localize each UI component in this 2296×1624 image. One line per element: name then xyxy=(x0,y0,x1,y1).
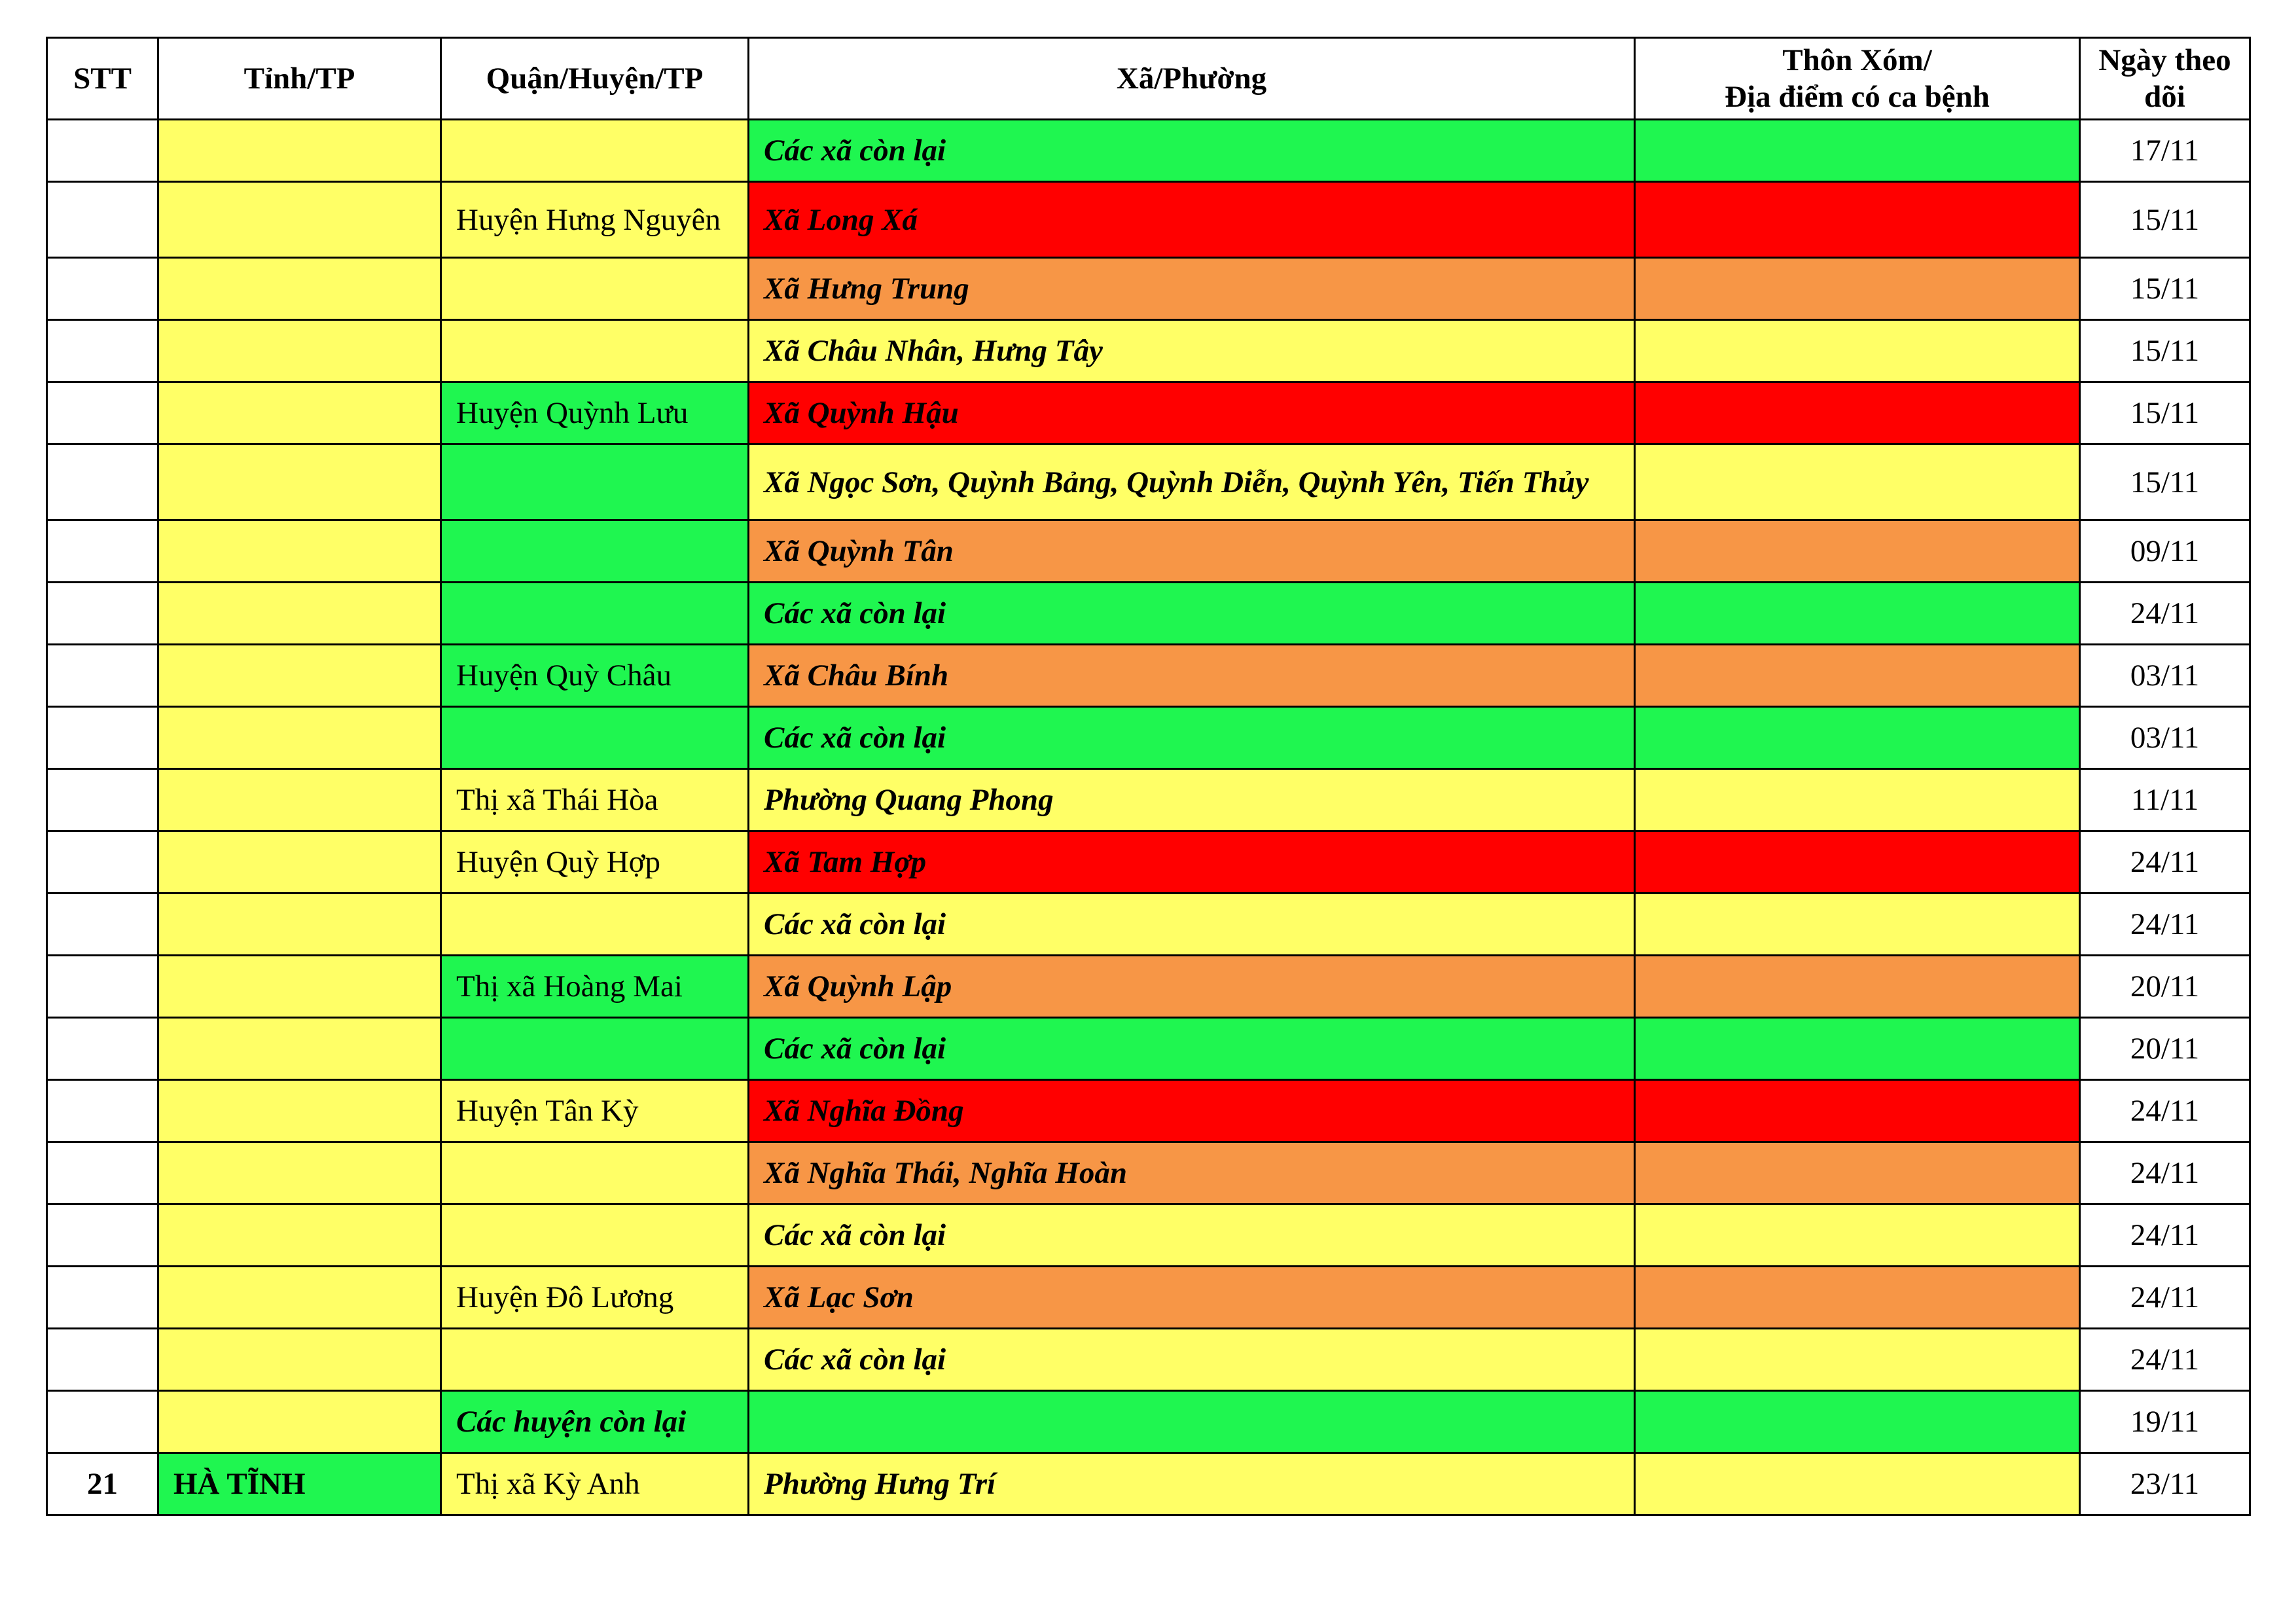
cell-date: 23/11 xyxy=(2080,1453,2250,1515)
cell-stt xyxy=(47,1204,158,1267)
cell-date: 15/11 xyxy=(2080,320,2250,382)
table-body xyxy=(47,120,2250,1515)
cell-province xyxy=(158,258,441,320)
cell-hamlet xyxy=(1635,956,2080,1018)
cell-province xyxy=(158,320,441,382)
cell-stt xyxy=(47,258,158,320)
cell-commune: Xã Nghĩa Đồng xyxy=(749,1080,1635,1142)
cell-province xyxy=(158,520,441,583)
header-hamlet: Thôn Xóm/ Địa điểm có ca bệnh xyxy=(1635,38,2080,120)
cell-commune: Xã Hưng Trung xyxy=(749,258,1635,320)
table-row xyxy=(47,956,2250,1018)
cell-district xyxy=(441,1142,749,1204)
cell-stt xyxy=(47,1080,158,1142)
cell-commune xyxy=(749,1391,1635,1453)
cell-province: HÀ TĨNH xyxy=(158,1453,441,1515)
cell-hamlet xyxy=(1635,1204,2080,1267)
cell-date: 24/11 xyxy=(2080,831,2250,893)
cell-hamlet xyxy=(1635,583,2080,645)
header-district: Quận/Huyện/TP xyxy=(441,38,749,120)
cell-province xyxy=(158,1391,441,1453)
cell-province xyxy=(158,120,441,182)
cell-commune: Các xã còn lại xyxy=(749,583,1635,645)
cell-district: Huyện Quỳ Hợp xyxy=(441,831,749,893)
cell-province xyxy=(158,1018,441,1080)
cell-district: Các huyện còn lại xyxy=(441,1391,749,1453)
cell-date: 24/11 xyxy=(2080,1204,2250,1267)
cell-province xyxy=(158,1142,441,1204)
cell-province xyxy=(158,645,441,707)
cell-commune: Phường Hưng Trí xyxy=(749,1453,1635,1515)
cell-commune: Xã Lạc Sơn xyxy=(749,1267,1635,1329)
cell-date: 24/11 xyxy=(2080,1142,2250,1204)
table-row xyxy=(47,1267,2250,1329)
table-row xyxy=(47,258,2250,320)
cell-hamlet xyxy=(1635,893,2080,956)
cell-stt xyxy=(47,1391,158,1453)
cell-commune: Xã Quỳnh Lập xyxy=(749,956,1635,1018)
cell-province xyxy=(158,444,441,520)
cell-province xyxy=(158,769,441,831)
table-row xyxy=(47,707,2250,769)
cell-district xyxy=(441,1204,749,1267)
cell-province xyxy=(158,583,441,645)
cell-district xyxy=(441,893,749,956)
cell-province xyxy=(158,182,441,258)
cell-commune: Xã Nghĩa Thái, Nghĩa Hoàn xyxy=(749,1142,1635,1204)
cell-district: Huyện Hưng Nguyên xyxy=(441,182,749,258)
cell-date: 20/11 xyxy=(2080,956,2250,1018)
cell-date: 03/11 xyxy=(2080,645,2250,707)
cell-commune: Xã Quỳnh Hậu xyxy=(749,382,1635,444)
cell-commune: Xã Tam Hợp xyxy=(749,831,1635,893)
cell-stt xyxy=(47,707,158,769)
cell-commune: Xã Quỳnh Tân xyxy=(749,520,1635,583)
cell-stt xyxy=(47,182,158,258)
cell-commune: Các xã còn lại xyxy=(749,893,1635,956)
cell-commune: Các xã còn lại xyxy=(749,1018,1635,1080)
cell-district: Huyện Tân Kỳ xyxy=(441,1080,749,1142)
cell-commune: Xã Ngọc Sơn, Quỳnh Bảng, Quỳnh Diễn, Quỳnh Yên, Tiến Thủy xyxy=(749,444,1635,520)
cell-hamlet xyxy=(1635,645,2080,707)
cell-commune: Các xã còn lại xyxy=(749,120,1635,182)
cell-hamlet xyxy=(1635,1080,2080,1142)
cell-stt xyxy=(47,645,158,707)
cell-province xyxy=(158,1267,441,1329)
cell-stt: 21 xyxy=(47,1453,158,1515)
cell-district: Huyện Quỳ Châu xyxy=(441,645,749,707)
cell-stt xyxy=(47,769,158,831)
cell-district xyxy=(441,444,749,520)
cell-hamlet xyxy=(1635,382,2080,444)
header-province: Tỉnh/TP xyxy=(158,38,441,120)
table-row xyxy=(47,1080,2250,1142)
cell-date: 24/11 xyxy=(2080,583,2250,645)
cell-hamlet xyxy=(1635,1267,2080,1329)
cell-date: 03/11 xyxy=(2080,707,2250,769)
cell-commune: Xã Châu Nhân, Hưng Tây xyxy=(749,320,1635,382)
cell-district xyxy=(441,1018,749,1080)
cell-date: 15/11 xyxy=(2080,182,2250,258)
table-row xyxy=(47,520,2250,583)
cell-date: 24/11 xyxy=(2080,1267,2250,1329)
cell-commune: Các xã còn lại xyxy=(749,707,1635,769)
cell-hamlet xyxy=(1635,258,2080,320)
cell-hamlet xyxy=(1635,182,2080,258)
header-date: Ngày theo dõi xyxy=(2080,38,2250,120)
table-row xyxy=(47,831,2250,893)
cell-stt xyxy=(47,1018,158,1080)
cell-hamlet xyxy=(1635,1018,2080,1080)
cell-district: Huyện Đô Lương xyxy=(441,1267,749,1329)
cell-stt xyxy=(47,520,158,583)
cell-stt xyxy=(47,320,158,382)
header-stt: STT xyxy=(47,38,158,120)
cell-district: Thị xã Kỳ Anh xyxy=(441,1453,749,1515)
table-row xyxy=(47,893,2250,956)
cell-hamlet xyxy=(1635,1329,2080,1391)
cell-stt xyxy=(47,382,158,444)
table-row xyxy=(47,182,2250,258)
cell-district xyxy=(441,583,749,645)
cell-hamlet xyxy=(1635,707,2080,769)
table-row xyxy=(47,1018,2250,1080)
covid-risk-table xyxy=(46,37,2251,1516)
cell-province xyxy=(158,1329,441,1391)
table-row xyxy=(47,645,2250,707)
table-row xyxy=(47,1142,2250,1204)
cell-province xyxy=(158,707,441,769)
cell-district xyxy=(441,320,749,382)
header-commune: Xã/Phường xyxy=(749,38,1635,120)
cell-hamlet xyxy=(1635,320,2080,382)
cell-commune: Các xã còn lại xyxy=(749,1329,1635,1391)
cell-commune: Phường Quang Phong xyxy=(749,769,1635,831)
cell-date: 20/11 xyxy=(2080,1018,2250,1080)
table-row xyxy=(47,382,2250,444)
table-row xyxy=(47,1391,2250,1453)
cell-province xyxy=(158,382,441,444)
cell-district xyxy=(441,258,749,320)
cell-province xyxy=(158,831,441,893)
cell-district xyxy=(441,120,749,182)
cell-commune: Các xã còn lại xyxy=(749,1204,1635,1267)
cell-stt xyxy=(47,1329,158,1391)
cell-hamlet xyxy=(1635,520,2080,583)
cell-stt xyxy=(47,1267,158,1329)
cell-hamlet xyxy=(1635,1142,2080,1204)
cell-date: 19/11 xyxy=(2080,1391,2250,1453)
cell-date: 17/11 xyxy=(2080,120,2250,182)
cell-hamlet xyxy=(1635,1453,2080,1515)
cell-district xyxy=(441,707,749,769)
cell-stt xyxy=(47,583,158,645)
cell-date: 15/11 xyxy=(2080,258,2250,320)
cell-district: Huyện Quỳnh Lưu xyxy=(441,382,749,444)
cell-date: 24/11 xyxy=(2080,1080,2250,1142)
table-row xyxy=(47,769,2250,831)
table-row xyxy=(47,1329,2250,1391)
header-row xyxy=(47,38,2250,120)
cell-stt xyxy=(47,120,158,182)
cell-province xyxy=(158,1080,441,1142)
table-row xyxy=(47,120,2250,182)
cell-commune: Xã Châu Bính xyxy=(749,645,1635,707)
cell-stt xyxy=(47,444,158,520)
cell-date: 24/11 xyxy=(2080,1329,2250,1391)
cell-date: 15/11 xyxy=(2080,382,2250,444)
table-row xyxy=(47,320,2250,382)
cell-hamlet xyxy=(1635,831,2080,893)
table-row xyxy=(47,1204,2250,1267)
cell-district: Thị xã Hoàng Mai xyxy=(441,956,749,1018)
table-row xyxy=(47,444,2250,520)
cell-date: 09/11 xyxy=(2080,520,2250,583)
cell-province xyxy=(158,956,441,1018)
cell-hamlet xyxy=(1635,1391,2080,1453)
cell-stt xyxy=(47,956,158,1018)
cell-stt xyxy=(47,893,158,956)
cell-date: 24/11 xyxy=(2080,893,2250,956)
table-row xyxy=(47,583,2250,645)
cell-hamlet xyxy=(1635,120,2080,182)
cell-district: Thị xã Thái Hòa xyxy=(441,769,749,831)
cell-province xyxy=(158,1204,441,1267)
cell-stt xyxy=(47,831,158,893)
table-row xyxy=(47,1453,2250,1515)
cell-district xyxy=(441,520,749,583)
cell-hamlet xyxy=(1635,769,2080,831)
cell-commune: Xã Long Xá xyxy=(749,182,1635,258)
cell-stt xyxy=(47,1142,158,1204)
cell-date: 11/11 xyxy=(2080,769,2250,831)
cell-district xyxy=(441,1329,749,1391)
cell-province xyxy=(158,893,441,956)
cell-hamlet xyxy=(1635,444,2080,520)
cell-date: 15/11 xyxy=(2080,444,2250,520)
